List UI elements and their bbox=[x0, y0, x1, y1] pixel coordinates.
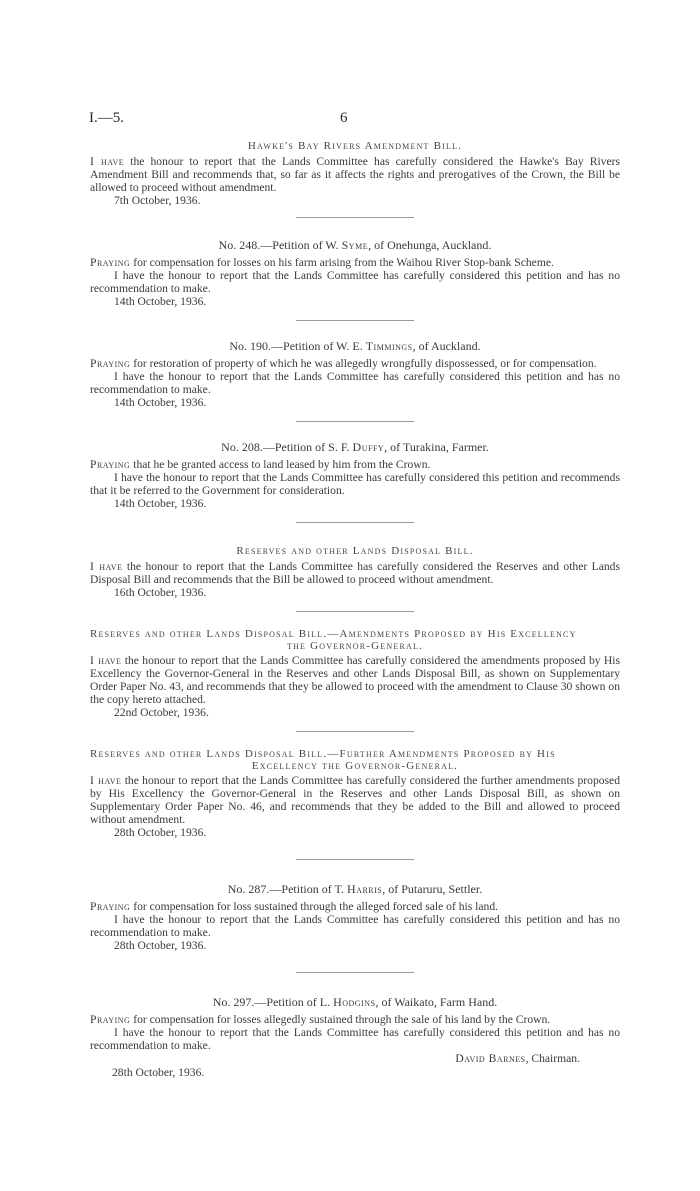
petition-title: No. 248.—Petition of W. Syme, of Onehunga, Auckland. bbox=[218, 238, 492, 252]
section-divider bbox=[296, 731, 414, 732]
paragraph-body: the honour to report that the Lands Committee has carefully considered the Hawke's Bay Rivers Amendment Bill and recommends that, so far as it affects the rights and prerogatives of the Crown, the Bill be allowed to proceed without amendment. bbox=[90, 155, 620, 194]
report-reserves-bill bbox=[90, 545, 620, 599]
petition-title: No. 287.—Petition of T. Harris, of Putaruru, Settler. bbox=[227, 882, 483, 896]
prayer-paragraph: Praying that he be granted access to land leased by him from the Crown. bbox=[90, 458, 431, 471]
report-reserves-amendments bbox=[90, 628, 620, 719]
report-date: 14th October, 1936. bbox=[114, 396, 207, 409]
petition-248 bbox=[90, 238, 620, 308]
document-body bbox=[90, 140, 620, 1080]
petition-title: No. 190.—Petition of W. E. Timmings, of Auckland. bbox=[229, 339, 481, 353]
report-paragraph: I have the honour to report that the Lands Committee has carefully considered this petition and has no recommendation to make. bbox=[90, 370, 620, 396]
section-heading: Reserves and other Lands Disposal Bill.—Amendments Proposed by His Excellency the Governor-General. bbox=[90, 628, 577, 652]
prayer-paragraph: Praying for compensation for loss sustained through the alleged forced sale of his land. bbox=[90, 900, 499, 913]
report-paragraph bbox=[90, 155, 620, 194]
section-divider bbox=[296, 421, 414, 422]
report-date: 16th October, 1936. bbox=[114, 586, 207, 599]
lead-word: Praying bbox=[90, 1013, 131, 1026]
report-paragraph: I have the honour to report that the Lands Committee has carefully considered this petition and recommends that it be referred to the Government for consideration. bbox=[90, 471, 620, 497]
section-heading: Reserves and other Lands Disposal Bill.—Further Amendments Proposed by His Excellency the Governor-General. bbox=[90, 748, 556, 772]
petition-title: No. 297.—Petition of L. Hodgins, of Waikato, Farm Hand. bbox=[212, 995, 498, 1009]
lead-word: Praying bbox=[90, 458, 131, 471]
section-divider bbox=[296, 972, 414, 973]
section-heading: Reserves and other Lands Disposal Bill. bbox=[236, 545, 474, 557]
report-date: 14th October, 1936. bbox=[114, 497, 207, 510]
report-paragraph: I have the honour to report that the Lands Committee has carefully considered this petition and has no recommendation to make. bbox=[90, 1026, 620, 1052]
report-date: 28th October, 1936. bbox=[114, 826, 207, 839]
section-heading: Hawke's Bay Rivers Amendment Bill. bbox=[247, 140, 463, 152]
report-paragraph: I have the honour to report that the Lands Committee has carefully considered this petition and has no recommendation to make. bbox=[90, 913, 620, 939]
prayer-paragraph: Praying for restoration of property of which he was allegedly wrongfully dispossessed, or for compensation. bbox=[90, 357, 597, 370]
lead-word: I have bbox=[90, 560, 123, 573]
section-divider bbox=[296, 859, 414, 860]
page-reference: I.—5. bbox=[89, 110, 124, 126]
final-date: 28th October, 1936. bbox=[112, 1066, 205, 1079]
page-number: 6 bbox=[340, 110, 348, 126]
report-date: 22nd October, 1936. bbox=[114, 706, 209, 719]
lead-word: Praying bbox=[90, 900, 131, 913]
petition-190 bbox=[90, 339, 620, 409]
report-reserves-further-amendments bbox=[90, 748, 620, 839]
lead-word: Praying bbox=[90, 256, 131, 269]
petition-287 bbox=[90, 882, 620, 952]
petition-title: No. 208.—Petition of S. F. Duffy, of Turakina, Farmer. bbox=[221, 440, 489, 454]
report-date: 7th October, 1936. bbox=[114, 194, 201, 207]
signature-block bbox=[90, 1052, 620, 1080]
report-paragraph: I have the honour to report that the Lands Committee has carefully considered the Reserves and other Lands Disposal Bill and recommends that the Bill be allowed to proceed without amendment. bbox=[90, 560, 620, 586]
section-divider bbox=[296, 217, 414, 218]
section-divider bbox=[296, 522, 414, 523]
lead-word: I have bbox=[90, 155, 125, 168]
petition-297 bbox=[90, 995, 620, 1052]
lead-word: I have bbox=[90, 774, 122, 787]
report-paragraph: I have the honour to report that the Lands Committee has carefully considered the further amendments proposed by His Excellency the Governor-General in the Reserves and other Lands Disposal Bill, as shown on Supplementary Order Paper No. 46, and recommends that they be added to the Bill and allowed to proceed without amendment. bbox=[90, 774, 620, 826]
report-date: 28th October, 1936. bbox=[114, 939, 207, 952]
report-paragraph: I have the honour to report that the Lands Committee has carefully considered the amendments proposed by His Excellency the Governor-General in the Reserves and other Lands Disposal Bill, as shown on Supplementary Order Paper No. 43, and recommends that they be allowed to proceed with the amendment to Clause 30 shown on the copy hereto attached. bbox=[90, 654, 620, 706]
prayer-paragraph: Praying for compensation for losses on his farm arising from the Waihou River Stop-bank Scheme. bbox=[90, 256, 554, 269]
report-paragraph: I have the honour to report that the Lands Committee has carefully considered this petition and has no recommendation to make. bbox=[90, 269, 620, 295]
chairman-signature: David Barnes, Chairman. bbox=[455, 1052, 580, 1065]
prayer-paragraph: Praying for compensation for losses allegedly sustained through the sale of his land by the Crown. bbox=[90, 1013, 551, 1026]
section-divider bbox=[296, 611, 414, 612]
report-date: 14th October, 1936. bbox=[114, 295, 207, 308]
section-divider bbox=[296, 320, 414, 321]
petition-208 bbox=[90, 440, 620, 510]
lead-word: Praying bbox=[90, 357, 131, 370]
report-hawkes-bay-bill bbox=[90, 140, 620, 207]
lead-word: I have bbox=[90, 654, 122, 667]
